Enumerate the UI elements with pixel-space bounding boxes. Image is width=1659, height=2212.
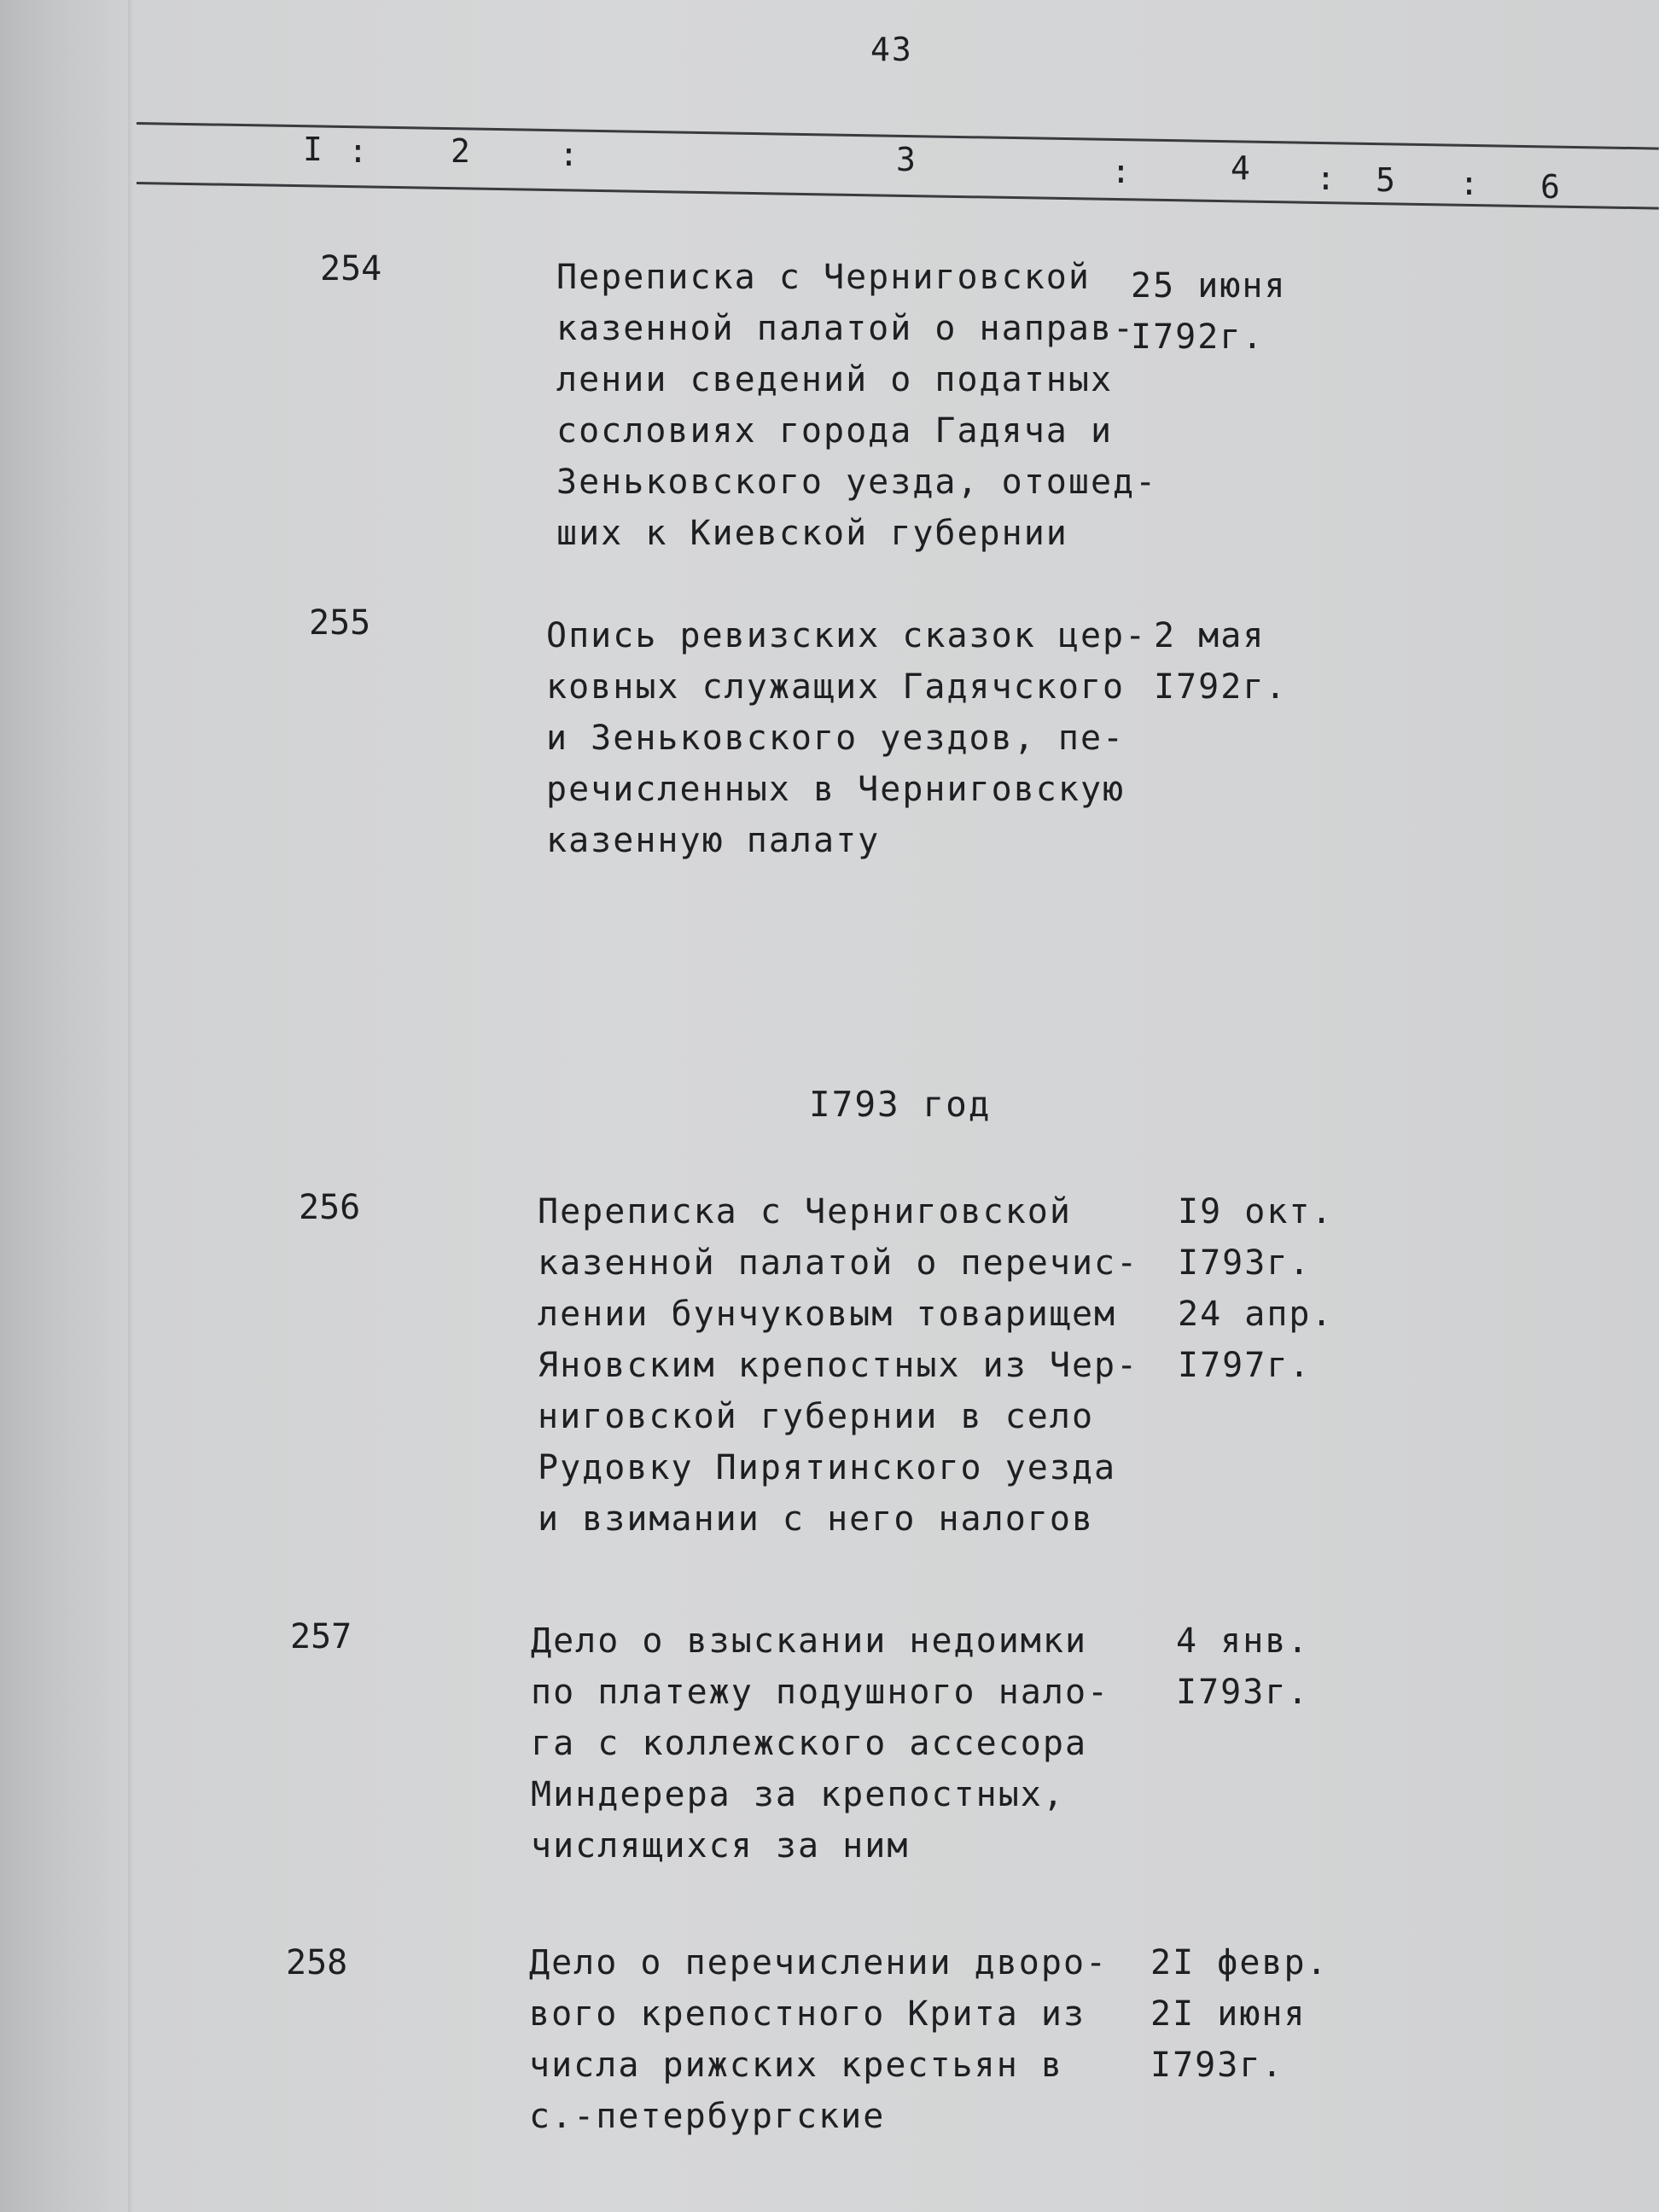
entry-description xyxy=(556,252,1157,559)
description-line: вого крепостного Крита из xyxy=(529,1994,1086,2034)
table-header-bottom-rule xyxy=(137,182,1659,210)
description-line: и взимании с него налогов xyxy=(538,1499,1095,1539)
column-header-2: 2 xyxy=(451,132,470,170)
page-number: 43 xyxy=(870,31,913,68)
date-line: 2 мая xyxy=(1154,616,1266,655)
entry-number: 256 xyxy=(299,1188,361,1227)
date-line: I9 окт. xyxy=(1178,1192,1334,1231)
entry-dates xyxy=(1150,1937,1329,2091)
entry-description xyxy=(538,1186,1138,1545)
column-header-5: 5 xyxy=(1376,161,1395,199)
entry-number: 254 xyxy=(320,249,382,288)
date-line: 4 янв. xyxy=(1176,1621,1310,1661)
date-line: 2I февр. xyxy=(1150,1943,1329,1982)
description-line: Опись ревизских сказок цер- xyxy=(546,616,1148,655)
description-line: ковных служащих Гадячского xyxy=(546,667,1126,707)
description-line: речисленных в Черниговскую xyxy=(546,770,1126,809)
year-heading: I793 год xyxy=(809,1084,992,1125)
description-line: Дело о перечислении дворо- xyxy=(529,1943,1109,1982)
description-line: с.-петербургские xyxy=(529,2097,886,2136)
description-line: Миндерера за крепостных, xyxy=(531,1775,1065,1814)
date-line: 25 июня xyxy=(1131,266,1287,306)
description-line: Яновским крепостных из Чер- xyxy=(538,1346,1139,1385)
column-header-4: 4 xyxy=(1231,149,1250,187)
entry-dates xyxy=(1176,1615,1310,1718)
column-header-1: I xyxy=(303,131,323,168)
date-line: I793г. xyxy=(1176,1673,1310,1712)
entry-number: 255 xyxy=(309,603,371,643)
entry-dates xyxy=(1131,260,1287,363)
column-separator: : xyxy=(1111,153,1131,190)
date-line: I793г. xyxy=(1150,2046,1284,2085)
date-line: 24 апр. xyxy=(1178,1295,1334,1334)
column-header-6: 6 xyxy=(1540,168,1560,206)
description-line: ниговской губернии в село xyxy=(538,1397,1095,1436)
date-line: I792г. xyxy=(1131,317,1265,357)
entry-description xyxy=(531,1615,1109,1871)
description-line: числящихся за ним xyxy=(531,1826,910,1866)
description-line: Зеньковского уезда, отошед- xyxy=(556,463,1158,502)
entry-dates xyxy=(1154,610,1288,713)
description-line: по платежу подушного нало- xyxy=(531,1673,1110,1712)
date-line: I793г. xyxy=(1178,1243,1312,1283)
entry-description xyxy=(529,1937,1108,2142)
entry-number: 258 xyxy=(286,1943,348,1982)
description-line: казенную палату xyxy=(546,821,881,860)
date-line: I792г. xyxy=(1154,667,1288,707)
description-line: лении сведений о податных xyxy=(556,360,1114,399)
description-line: казенной палатой о перечис- xyxy=(538,1243,1139,1283)
date-line: 2I июня xyxy=(1150,1994,1307,2034)
description-line: ших к Киевской губернии xyxy=(556,514,1068,553)
description-line: числа рижских крестьян в xyxy=(529,2046,1063,2085)
page-edge-shadow xyxy=(128,0,133,2212)
description-line: казенной палатой о направ- xyxy=(556,309,1136,348)
description-line: га с коллежского ассесора xyxy=(531,1724,1088,1763)
entry-dates xyxy=(1178,1186,1334,1391)
column-separator: : xyxy=(1316,160,1336,197)
column-separator: : xyxy=(1459,165,1479,202)
description-line: Переписка с Черниговской xyxy=(538,1192,1072,1231)
entry-number: 257 xyxy=(290,1617,352,1656)
description-line: и Зеньковского уездов, пе- xyxy=(546,719,1126,758)
description-line: сословиях города Гадяча и xyxy=(556,411,1114,451)
entry-description xyxy=(546,610,1147,866)
column-header-3: 3 xyxy=(896,141,916,178)
description-line: Рудовку Пирятинского уезда xyxy=(538,1448,1117,1487)
description-line: лении бунчуковым товарищем xyxy=(538,1295,1117,1334)
date-line: I797г. xyxy=(1178,1346,1312,1385)
column-separator: : xyxy=(348,132,368,170)
description-line: Дело о взыскании недоимки xyxy=(531,1621,1088,1661)
column-separator: : xyxy=(559,136,579,173)
description-line: Переписка с Черниговской xyxy=(556,258,1091,297)
